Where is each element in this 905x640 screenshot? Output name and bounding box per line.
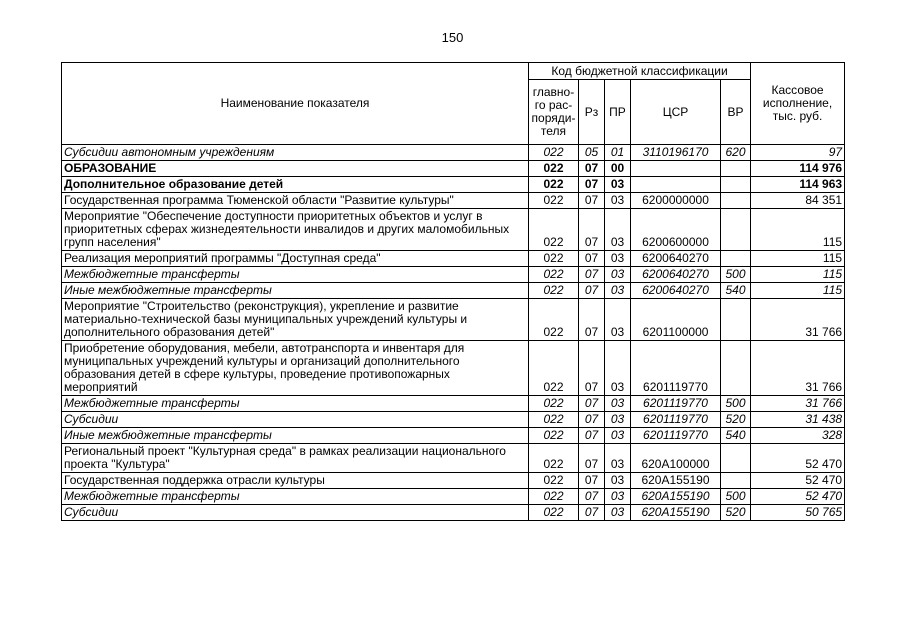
row-vr <box>721 341 751 396</box>
row-pr: 03 <box>605 444 631 473</box>
row-name: Региональный проект "Культурная среда" в рамках реализации национального проекта "Культура" <box>62 444 529 473</box>
row-glav: 022 <box>529 505 579 521</box>
row-glav: 022 <box>529 341 579 396</box>
row-name: ОБРАЗОВАНИЕ <box>62 161 529 177</box>
row-amount: 115 <box>751 209 845 251</box>
row-vr: 540 <box>721 283 751 299</box>
row-csr: 6200640270 <box>631 251 721 267</box>
row-amount: 328 <box>751 428 845 444</box>
row-pr: 03 <box>605 267 631 283</box>
row-amount: 52 470 <box>751 473 845 489</box>
row-rz: 07 <box>579 489 605 505</box>
row-pr: 00 <box>605 161 631 177</box>
row-glav: 022 <box>529 412 579 428</box>
row-name: Дополнительное образование детей <box>62 177 529 193</box>
row-pr: 03 <box>605 177 631 193</box>
row-vr: 620 <box>721 145 751 161</box>
row-csr: 6201100000 <box>631 299 721 341</box>
row-amount: 31 438 <box>751 412 845 428</box>
row-csr <box>631 177 721 193</box>
row-csr: 6201119770 <box>631 428 721 444</box>
table-row <box>62 209 845 251</box>
row-glav: 022 <box>529 299 579 341</box>
row-name: Субсидии <box>62 505 529 521</box>
row-rz: 07 <box>579 505 605 521</box>
header-amount: Кассовое исполнение, тыс. руб. <box>751 63 845 145</box>
row-csr: 6200640270 <box>631 283 721 299</box>
row-glav: 022 <box>529 267 579 283</box>
table-row <box>62 396 845 412</box>
row-csr: 6201119770 <box>631 341 721 396</box>
row-glav: 022 <box>529 283 579 299</box>
row-name: Мероприятие "Строительство (реконструкция), укрепление и развитие материально-технической базы муниципальных учреждений культуры и дополнительного образования детей" <box>62 299 529 341</box>
row-name: Мероприятие "Обеспечение доступности приоритетных объектов и услуг в приоритетных сферах жизнедеятельности инвалидов и других маломобильных групп населения" <box>62 209 529 251</box>
row-rz: 07 <box>579 267 605 283</box>
table-row <box>62 428 845 444</box>
row-glav: 022 <box>529 145 579 161</box>
row-amount: 84 351 <box>751 193 845 209</box>
row-rz: 07 <box>579 251 605 267</box>
row-rz: 07 <box>579 193 605 209</box>
row-name: Межбюджетные трансферты <box>62 396 529 412</box>
table-row <box>62 267 845 283</box>
row-amount: 50 765 <box>751 505 845 521</box>
row-amount: 115 <box>751 251 845 267</box>
row-amount: 114 976 <box>751 161 845 177</box>
row-pr: 03 <box>605 209 631 251</box>
table-row <box>62 177 845 193</box>
row-rz: 07 <box>579 341 605 396</box>
row-pr: 03 <box>605 251 631 267</box>
row-glav: 022 <box>529 428 579 444</box>
row-csr: 6201119770 <box>631 396 721 412</box>
row-name: Государственная поддержка отрасли культуры <box>62 473 529 489</box>
row-glav: 022 <box>529 193 579 209</box>
row-csr: 620A155190 <box>631 505 721 521</box>
row-csr: 6200000000 <box>631 193 721 209</box>
row-vr: 540 <box>721 428 751 444</box>
row-amount: 115 <box>751 283 845 299</box>
table-row <box>62 341 845 396</box>
header-rz: Рз <box>579 80 605 145</box>
table-row <box>62 145 845 161</box>
row-csr: 620A155190 <box>631 473 721 489</box>
row-rz: 05 <box>579 145 605 161</box>
row-rz: 07 <box>579 177 605 193</box>
row-glav: 022 <box>529 161 579 177</box>
row-name: Субсидии <box>62 412 529 428</box>
row-name: Иные межбюджетные трансферты <box>62 283 529 299</box>
row-name: Реализация мероприятий программы "Доступная среда" <box>62 251 529 267</box>
row-rz: 07 <box>579 283 605 299</box>
row-vr: 520 <box>721 412 751 428</box>
row-pr: 03 <box>605 341 631 396</box>
row-pr: 03 <box>605 428 631 444</box>
table-row <box>62 283 845 299</box>
row-csr: 6201119770 <box>631 412 721 428</box>
header-row-top <box>62 63 845 80</box>
header-csr: ЦСР <box>631 80 721 145</box>
row-vr <box>721 177 751 193</box>
row-csr: 620A100000 <box>631 444 721 473</box>
row-name: Государственная программа Тюменской области "Развитие культуры" <box>62 193 529 209</box>
row-amount: 31 766 <box>751 341 845 396</box>
page-number: 150 <box>441 30 464 45</box>
row-glav: 022 <box>529 489 579 505</box>
row-amount: 52 470 <box>751 444 845 473</box>
table-row <box>62 444 845 473</box>
table-row <box>62 489 845 505</box>
row-pr: 01 <box>605 145 631 161</box>
row-amount: 97 <box>751 145 845 161</box>
row-name: Приобретение оборудования, мебели, автотранспорта и инвентаря для муниципальных учреждений культуры и организаций дополнительного образования детей в сфере культуры, проведение противопожарных мероприятий <box>62 341 529 396</box>
row-vr <box>721 193 751 209</box>
row-glav: 022 <box>529 251 579 267</box>
row-pr: 03 <box>605 299 631 341</box>
row-csr: 6200640270 <box>631 267 721 283</box>
row-glav: 022 <box>529 473 579 489</box>
row-vr: 500 <box>721 396 751 412</box>
row-pr: 03 <box>605 193 631 209</box>
row-rz: 07 <box>579 299 605 341</box>
table-row <box>62 193 845 209</box>
row-amount: 52 470 <box>751 489 845 505</box>
row-pr: 03 <box>605 283 631 299</box>
row-vr <box>721 444 751 473</box>
row-pr: 03 <box>605 396 631 412</box>
row-rz: 07 <box>579 444 605 473</box>
row-csr: 620A155190 <box>631 489 721 505</box>
row-vr <box>721 161 751 177</box>
row-amount: 115 <box>751 267 845 283</box>
row-rz: 07 <box>579 396 605 412</box>
table-body <box>62 145 845 521</box>
row-pr: 03 <box>605 473 631 489</box>
table-row <box>62 299 845 341</box>
row-name: Иные межбюджетные трансферты <box>62 428 529 444</box>
row-csr: 6200600000 <box>631 209 721 251</box>
row-rz: 07 <box>579 473 605 489</box>
row-rz: 07 <box>579 412 605 428</box>
row-vr <box>721 209 751 251</box>
header-vr: ВР <box>721 80 751 145</box>
budget-table <box>61 62 845 521</box>
row-glav: 022 <box>529 396 579 412</box>
row-vr: 500 <box>721 267 751 283</box>
row-pr: 03 <box>605 505 631 521</box>
row-vr <box>721 299 751 341</box>
table-row <box>62 505 845 521</box>
row-amount: 31 766 <box>751 299 845 341</box>
row-glav: 022 <box>529 177 579 193</box>
table-row <box>62 161 845 177</box>
row-vr: 520 <box>721 505 751 521</box>
row-name: Субсидии автономным учреждениям <box>62 145 529 161</box>
row-csr: 3110196170 <box>631 145 721 161</box>
row-vr: 500 <box>721 489 751 505</box>
row-rz: 07 <box>579 161 605 177</box>
row-name: Межбюджетные трансферты <box>62 489 529 505</box>
row-vr <box>721 251 751 267</box>
row-csr <box>631 161 721 177</box>
header-glav: главно-го рас-поряди-теля <box>529 80 579 145</box>
row-amount: 114 963 <box>751 177 845 193</box>
header-code-group: Код бюджетной классификации <box>529 63 751 80</box>
row-glav: 022 <box>529 444 579 473</box>
row-name: Межбюджетные трансферты <box>62 267 529 283</box>
table-row <box>62 473 845 489</box>
row-rz: 07 <box>579 209 605 251</box>
header-pr: ПР <box>605 80 631 145</box>
row-pr: 03 <box>605 489 631 505</box>
row-pr: 03 <box>605 412 631 428</box>
header-name: Наименование показателя <box>62 63 529 145</box>
row-rz: 07 <box>579 428 605 444</box>
table-row <box>62 412 845 428</box>
row-vr <box>721 473 751 489</box>
row-glav: 022 <box>529 209 579 251</box>
row-amount: 31 766 <box>751 396 845 412</box>
table-row <box>62 251 845 267</box>
